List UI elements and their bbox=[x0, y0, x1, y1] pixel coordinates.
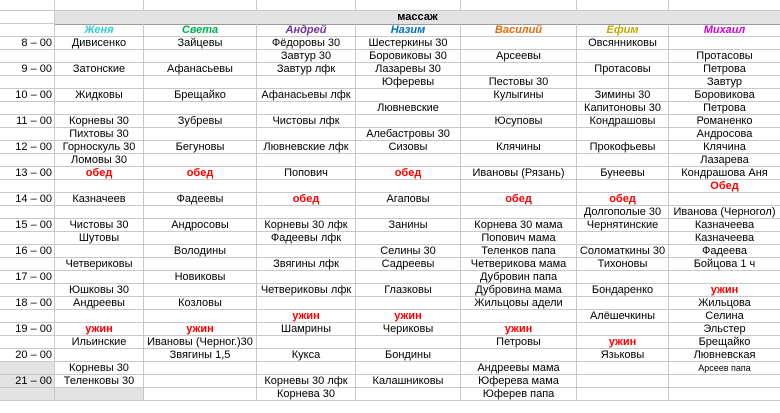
cell[interactable] bbox=[0, 0, 55, 11]
appointment-cell[interactable]: Иванова (Черногол) bbox=[669, 206, 780, 219]
column-header-3[interactable]: Андрей bbox=[257, 24, 356, 37]
appointment-cell[interactable] bbox=[144, 102, 257, 115]
appointment-cell[interactable] bbox=[669, 388, 780, 401]
appointment-cell[interactable]: Корневы 30 лфк bbox=[257, 219, 356, 232]
appointment-cell[interactable]: Ильинские bbox=[55, 336, 144, 349]
appointment-cell[interactable]: Шамрины bbox=[257, 323, 356, 336]
appointment-cell[interactable] bbox=[577, 388, 669, 401]
appointment-cell[interactable] bbox=[356, 115, 461, 128]
cell[interactable] bbox=[55, 0, 144, 11]
column-header-1[interactable]: Женя bbox=[55, 24, 144, 37]
appointment-cell[interactable]: Соломаткины 30 bbox=[577, 245, 669, 258]
appointment-cell[interactable]: Ломовы 30 bbox=[55, 154, 144, 167]
appointment-cell[interactable]: Попович мама bbox=[461, 232, 577, 245]
appointment-cell[interactable]: ужин bbox=[577, 336, 669, 349]
appointment-cell[interactable]: ужин bbox=[356, 310, 461, 323]
appointment-cell[interactable] bbox=[257, 128, 356, 141]
table-row bbox=[0, 375, 780, 388]
time-cell[interactable]: 14 – 00 bbox=[0, 193, 55, 206]
appointment-cell[interactable] bbox=[461, 102, 577, 115]
appointment-cell[interactable]: Четвериковы bbox=[55, 258, 144, 271]
appointment-cell[interactable]: Долгополые 30 bbox=[577, 206, 669, 219]
appointment-cell[interactable]: Жильцова bbox=[669, 297, 780, 310]
table-row bbox=[0, 258, 780, 271]
appointment-cell[interactable] bbox=[144, 310, 257, 323]
column-header-4[interactable]: Назим bbox=[356, 24, 461, 37]
appointment-cell[interactable] bbox=[669, 193, 780, 206]
time-cell[interactable]: 10 – 00 bbox=[0, 89, 55, 102]
appointment-cell[interactable]: Казначеева bbox=[669, 232, 780, 245]
appointment-cell[interactable]: Кондрашовы bbox=[577, 115, 669, 128]
appointment-cell[interactable]: Завтур 30 bbox=[257, 50, 356, 63]
appointment-cell[interactable]: Четверикова мама bbox=[461, 258, 577, 271]
cell[interactable] bbox=[0, 11, 55, 24]
appointment-cell[interactable]: ужин bbox=[55, 323, 144, 336]
appointment-cell[interactable]: Клячины bbox=[461, 141, 577, 154]
time-cell[interactable] bbox=[0, 284, 55, 297]
appointment-cell[interactable]: обед bbox=[577, 193, 669, 206]
appointment-cell[interactable] bbox=[577, 128, 669, 141]
appointment-cell[interactable] bbox=[257, 154, 356, 167]
appointment-cell[interactable]: Овсянниковы bbox=[577, 37, 669, 50]
table-row bbox=[0, 206, 780, 219]
appointment-cell[interactable]: ужин bbox=[461, 323, 577, 336]
appointment-cell[interactable]: Лювневские bbox=[356, 102, 461, 115]
appointment-cell[interactable]: Боровиковы 30 bbox=[356, 50, 461, 63]
appointment-cell[interactable] bbox=[257, 297, 356, 310]
appointment-cell[interactable] bbox=[669, 375, 780, 388]
appointment-cell[interactable]: Лазаревы 30 bbox=[356, 63, 461, 76]
appointment-cell[interactable] bbox=[356, 89, 461, 102]
appointment-cell[interactable] bbox=[144, 50, 257, 63]
appointment-cell[interactable]: Петрова bbox=[669, 102, 780, 115]
appointment-cell[interactable]: обед bbox=[55, 167, 144, 180]
appointment-cell[interactable]: Горноскуль 30 bbox=[55, 141, 144, 154]
appointment-cell[interactable]: Дубровина мама bbox=[461, 284, 577, 297]
appointment-cell[interactable]: Романенко bbox=[669, 115, 780, 128]
appointment-cell[interactable] bbox=[356, 232, 461, 245]
table-row bbox=[0, 141, 780, 154]
appointment-cell[interactable]: Чернятинские bbox=[577, 219, 669, 232]
appointment-cell[interactable] bbox=[55, 388, 144, 401]
time-cell[interactable] bbox=[0, 206, 55, 219]
table-row bbox=[0, 245, 780, 258]
appointment-cell[interactable]: Пестовы 30 bbox=[461, 76, 577, 89]
appointment-cell[interactable]: Андросовы bbox=[144, 219, 257, 232]
appointment-cell[interactable]: Фёдоровы 30 bbox=[257, 37, 356, 50]
appointment-cell[interactable]: Язьковы bbox=[577, 349, 669, 362]
appointment-cell[interactable]: Тихоновы bbox=[577, 258, 669, 271]
time-cell[interactable]: 18 – 00 bbox=[0, 297, 55, 310]
appointment-cell[interactable]: ужин bbox=[257, 310, 356, 323]
appointment-cell[interactable]: Алёшечкины bbox=[577, 310, 669, 323]
appointment-cell[interactable]: Андросова bbox=[669, 128, 780, 141]
table-row bbox=[0, 63, 780, 76]
table-row bbox=[0, 50, 780, 63]
appointment-cell[interactable] bbox=[144, 388, 257, 401]
column-header-7[interactable]: Михаил bbox=[669, 24, 780, 37]
time-cell[interactable]: 13 – 00 bbox=[0, 167, 55, 180]
appointment-cell[interactable]: Лазарева bbox=[669, 154, 780, 167]
appointment-cell[interactable]: Фадеевы bbox=[144, 193, 257, 206]
appointment-cell[interactable]: ужин bbox=[144, 323, 257, 336]
table-row bbox=[0, 154, 780, 167]
appointment-cell[interactable] bbox=[144, 232, 257, 245]
appointment-cell[interactable]: Сизовы bbox=[356, 141, 461, 154]
time-cell[interactable] bbox=[0, 154, 55, 167]
time-cell[interactable]: 12 – 00 bbox=[0, 141, 55, 154]
appointment-cell[interactable]: Прокофьевы bbox=[577, 141, 669, 154]
appointment-cell[interactable]: Завтур лфк bbox=[257, 63, 356, 76]
appointment-cell[interactable]: Зубревы bbox=[144, 115, 257, 128]
appointment-cell[interactable] bbox=[257, 336, 356, 349]
appointment-cell[interactable] bbox=[144, 362, 257, 375]
appointment-cell[interactable] bbox=[55, 245, 144, 258]
appointment-cell[interactable]: Юферевы bbox=[356, 76, 461, 89]
appointment-cell[interactable] bbox=[356, 336, 461, 349]
appointment-cell[interactable]: Затонские bbox=[55, 63, 144, 76]
time-cell[interactable] bbox=[0, 258, 55, 271]
appointment-cell[interactable]: обед bbox=[144, 167, 257, 180]
appointment-cell[interactable]: ужин bbox=[669, 284, 780, 297]
appointment-cell[interactable]: Брещайко bbox=[669, 336, 780, 349]
appointment-cell[interactable] bbox=[356, 271, 461, 284]
appointment-cell[interactable]: Корневы 30 лфк bbox=[257, 375, 356, 388]
appointment-cell[interactable]: Клячина bbox=[669, 141, 780, 154]
appointment-cell[interactable]: Юферев папа bbox=[461, 388, 577, 401]
appointment-cell[interactable]: Новиковы bbox=[144, 271, 257, 284]
appointment-cell[interactable]: Селина bbox=[669, 310, 780, 323]
appointment-cell[interactable] bbox=[144, 128, 257, 141]
appointment-cell[interactable]: Протасовы bbox=[669, 50, 780, 63]
table-row bbox=[0, 388, 780, 401]
appointment-cell[interactable] bbox=[55, 76, 144, 89]
appointment-cell[interactable]: Арсеевы bbox=[461, 50, 577, 63]
appointment-cell[interactable]: Пихтовы 30 bbox=[55, 128, 144, 141]
cell[interactable] bbox=[257, 0, 356, 11]
appointment-cell[interactable]: Корнева 30 мама bbox=[461, 219, 577, 232]
time-cell[interactable] bbox=[0, 180, 55, 193]
appointment-cell[interactable]: Корнева 30 bbox=[257, 388, 356, 401]
column-header-5[interactable]: Василий bbox=[461, 24, 577, 37]
appointment-cell[interactable]: Теленков папа bbox=[461, 245, 577, 258]
table-row bbox=[0, 219, 780, 232]
time-cell[interactable] bbox=[0, 232, 55, 245]
appointment-cell[interactable] bbox=[461, 310, 577, 323]
appointment-cell[interactable]: Шутовы bbox=[55, 232, 144, 245]
time-cell[interactable] bbox=[0, 336, 55, 349]
table-row bbox=[0, 115, 780, 128]
appointment-cell[interactable]: Занины bbox=[356, 219, 461, 232]
appointment-cell[interactable]: Брещайко bbox=[144, 89, 257, 102]
appointment-cell[interactable]: Протасовы bbox=[577, 63, 669, 76]
appointment-cell[interactable]: Жидковы bbox=[55, 89, 144, 102]
appointment-cell[interactable] bbox=[144, 154, 257, 167]
appointment-cell[interactable] bbox=[577, 232, 669, 245]
time-cell[interactable]: 19 – 00 bbox=[0, 323, 55, 336]
appointment-cell[interactable]: Кулыгины bbox=[461, 89, 577, 102]
appointment-cell[interactable]: Эльстер bbox=[669, 323, 780, 336]
appointment-cell[interactable]: Лювневская bbox=[669, 349, 780, 362]
appointment-cell[interactable] bbox=[356, 388, 461, 401]
appointment-cell[interactable]: Ивановы (Черног.)30 bbox=[144, 336, 257, 349]
appointment-cell[interactable] bbox=[144, 76, 257, 89]
appointment-cell[interactable]: Козловы bbox=[144, 297, 257, 310]
appointment-cell[interactable] bbox=[461, 128, 577, 141]
cell[interactable] bbox=[0, 24, 55, 37]
table-row bbox=[0, 193, 780, 206]
appointment-cell[interactable] bbox=[577, 297, 669, 310]
appointment-cell[interactable] bbox=[257, 362, 356, 375]
time-cell[interactable]: 8 – 00 bbox=[0, 37, 55, 50]
appointment-cell[interactable]: Корневы 30 bbox=[55, 362, 144, 375]
appointment-cell[interactable]: Казначеева bbox=[669, 219, 780, 232]
appointment-cell[interactable]: Бондины bbox=[356, 349, 461, 362]
appointment-cell[interactable] bbox=[577, 271, 669, 284]
appointment-cell[interactable]: Боровикова bbox=[669, 89, 780, 102]
appointment-cell[interactable]: Андреевы мама bbox=[461, 362, 577, 375]
time-cell[interactable]: 11 – 00 bbox=[0, 115, 55, 128]
appointment-cell[interactable] bbox=[55, 50, 144, 63]
appointment-cell[interactable]: Капитоновы 30 bbox=[577, 102, 669, 115]
table-row bbox=[0, 232, 780, 245]
appointment-cell[interactable] bbox=[144, 284, 257, 297]
time-cell[interactable]: 9 – 00 bbox=[0, 63, 55, 76]
table-row bbox=[0, 128, 780, 141]
time-cell[interactable]: 20 – 00 bbox=[0, 349, 55, 362]
table-row bbox=[0, 362, 780, 375]
appointment-cell[interactable]: Чистовы лфк bbox=[257, 115, 356, 128]
appointment-cell[interactable]: Афанасьевы bbox=[144, 63, 257, 76]
appointment-cell[interactable]: Петровы bbox=[461, 336, 577, 349]
appointment-cell[interactable] bbox=[461, 180, 577, 193]
table-row bbox=[0, 284, 780, 297]
appointment-cell[interactable]: Четвериковы лфк bbox=[257, 284, 356, 297]
sheet-title[interactable]: массаж bbox=[55, 11, 780, 25]
cell[interactable] bbox=[577, 0, 669, 11]
appointment-cell[interactable]: Фадеевы лфк bbox=[257, 232, 356, 245]
appointment-cell[interactable]: обед bbox=[356, 167, 461, 180]
appointment-cell[interactable]: Андреевы bbox=[55, 297, 144, 310]
appointment-cell[interactable] bbox=[577, 323, 669, 336]
cell[interactable] bbox=[356, 0, 461, 11]
appointment-cell[interactable] bbox=[55, 271, 144, 284]
time-cell[interactable] bbox=[0, 362, 55, 375]
appointment-cell[interactable]: Звягины лфк bbox=[257, 258, 356, 271]
appointment-cell[interactable]: Дубровин папа bbox=[461, 271, 577, 284]
appointment-cell[interactable] bbox=[669, 37, 780, 50]
table-row bbox=[0, 102, 780, 115]
appointment-cell[interactable]: Юферева мама bbox=[461, 375, 577, 388]
appointment-cell[interactable] bbox=[356, 362, 461, 375]
appointment-cell[interactable] bbox=[144, 375, 257, 388]
cell[interactable] bbox=[144, 0, 257, 11]
appointment-cell[interactable] bbox=[577, 375, 669, 388]
appointment-cell[interactable]: Чистовы 30 bbox=[55, 219, 144, 232]
appointment-cell[interactable]: Агаповы bbox=[356, 193, 461, 206]
appointment-cell[interactable]: Обед bbox=[669, 180, 780, 193]
appointment-cell[interactable]: Фадеева bbox=[669, 245, 780, 258]
appointment-cell[interactable]: Казначеев bbox=[55, 193, 144, 206]
appointment-cell[interactable]: Кукса bbox=[257, 349, 356, 362]
table-row bbox=[0, 336, 780, 349]
time-cell[interactable] bbox=[0, 76, 55, 89]
appointment-cell[interactable]: Звягины 1,5 bbox=[144, 349, 257, 362]
cell[interactable] bbox=[669, 0, 780, 11]
column-header-2[interactable]: Света bbox=[144, 24, 257, 37]
column-header-6[interactable]: Ефим bbox=[577, 24, 669, 37]
appointment-cell[interactable]: Попович bbox=[257, 167, 356, 180]
appointment-cell[interactable]: Калашниковы bbox=[356, 375, 461, 388]
appointment-cell[interactable]: Юсуповы bbox=[461, 115, 577, 128]
table-row bbox=[0, 37, 780, 50]
appointment-cell[interactable]: Володины bbox=[144, 245, 257, 258]
appointment-cell[interactable]: Шестеркины 30 bbox=[356, 37, 461, 50]
appointment-cell[interactable]: Жильцовы адели bbox=[461, 297, 577, 310]
appointment-cell[interactable] bbox=[257, 206, 356, 219]
appointment-cell[interactable] bbox=[577, 362, 669, 375]
time-cell[interactable] bbox=[0, 388, 55, 401]
table-row bbox=[0, 167, 780, 180]
appointment-cell[interactable]: Алебастровы 30 bbox=[356, 128, 461, 141]
appointment-cell[interactable] bbox=[55, 206, 144, 219]
table-row bbox=[0, 297, 780, 310]
table-row bbox=[0, 323, 780, 336]
appointment-cell[interactable] bbox=[55, 349, 144, 362]
table-row bbox=[0, 89, 780, 102]
appointment-cell[interactable] bbox=[461, 37, 577, 50]
appointment-cell[interactable]: Бунеевы bbox=[577, 167, 669, 180]
appointment-cell[interactable] bbox=[577, 154, 669, 167]
appointment-cell[interactable] bbox=[577, 180, 669, 193]
appointment-cell[interactable]: Теленковы 30 bbox=[55, 375, 144, 388]
appointment-cell[interactable]: Чериковы bbox=[356, 323, 461, 336]
time-cell[interactable] bbox=[0, 310, 55, 323]
appointment-cell[interactable] bbox=[55, 310, 144, 323]
time-cell[interactable]: 17 – 00 bbox=[0, 271, 55, 284]
appointment-cell[interactable] bbox=[669, 271, 780, 284]
appointment-cell[interactable] bbox=[577, 50, 669, 63]
time-cell[interactable]: 21 – 00 bbox=[0, 375, 55, 388]
appointment-cell[interactable] bbox=[55, 180, 144, 193]
appointment-cell[interactable] bbox=[356, 154, 461, 167]
header-row bbox=[0, 24, 780, 37]
appointment-cell[interactable]: Глазковы bbox=[356, 284, 461, 297]
table-row bbox=[0, 310, 780, 323]
appointment-cell[interactable]: Садреевы bbox=[356, 258, 461, 271]
appointment-cell[interactable]: Ивановы (Рязань) bbox=[461, 167, 577, 180]
appointment-cell[interactable] bbox=[461, 154, 577, 167]
appointment-cell[interactable]: Юшковы 30 bbox=[55, 284, 144, 297]
appointment-cell[interactable] bbox=[577, 76, 669, 89]
appointment-cell[interactable]: обед bbox=[257, 193, 356, 206]
appointment-cell[interactable]: обед bbox=[461, 193, 577, 206]
time-cell[interactable] bbox=[0, 102, 55, 115]
appointment-cell[interactable] bbox=[461, 63, 577, 76]
appointment-cell[interactable] bbox=[144, 258, 257, 271]
appointment-cell[interactable]: Петрова bbox=[669, 63, 780, 76]
appointment-cell[interactable] bbox=[144, 180, 257, 193]
appointment-cell[interactable] bbox=[356, 180, 461, 193]
appointment-cell[interactable]: Бондаренко bbox=[577, 284, 669, 297]
time-cell[interactable] bbox=[0, 50, 55, 63]
appointment-cell[interactable]: Селины 30 bbox=[356, 245, 461, 258]
appointment-cell[interactable]: Зимины 30 bbox=[577, 89, 669, 102]
appointment-cell[interactable]: Зайцевы bbox=[144, 37, 257, 50]
appointment-cell[interactable] bbox=[356, 206, 461, 219]
appointment-cell[interactable]: Кондрашова Аня bbox=[669, 167, 780, 180]
appointment-cell[interactable] bbox=[257, 76, 356, 89]
table-row bbox=[0, 180, 780, 193]
time-cell[interactable]: 15 – 00 bbox=[0, 219, 55, 232]
appointment-cell[interactable] bbox=[356, 297, 461, 310]
appointment-cell[interactable]: Афанасьевы лфк bbox=[257, 89, 356, 102]
appointment-cell[interactable] bbox=[461, 206, 577, 219]
appointment-cell[interactable]: Арсеев папа bbox=[669, 362, 780, 375]
appointment-cell[interactable]: Дивисенко bbox=[55, 37, 144, 50]
appointment-cell[interactable]: Бойцова 1 ч bbox=[669, 258, 780, 271]
appointment-cell[interactable] bbox=[257, 271, 356, 284]
table-row bbox=[0, 76, 780, 89]
appointment-cell[interactable]: Лювневские лфк bbox=[257, 141, 356, 154]
appointment-cell[interactable] bbox=[257, 180, 356, 193]
appointment-cell[interactable] bbox=[461, 349, 577, 362]
time-cell[interactable] bbox=[0, 128, 55, 141]
appointment-cell[interactable]: Бегуновы bbox=[144, 141, 257, 154]
time-cell[interactable]: 16 – 00 bbox=[0, 245, 55, 258]
appointment-cell[interactable]: Завтур bbox=[669, 76, 780, 89]
table-row bbox=[0, 349, 780, 362]
appointment-cell[interactable] bbox=[144, 206, 257, 219]
appointment-cell[interactable] bbox=[257, 102, 356, 115]
appointment-cell[interactable]: Корневы 30 bbox=[55, 115, 144, 128]
appointment-cell[interactable] bbox=[257, 245, 356, 258]
cell[interactable] bbox=[461, 0, 577, 11]
appointment-cell[interactable] bbox=[55, 102, 144, 115]
table-row bbox=[0, 271, 780, 284]
